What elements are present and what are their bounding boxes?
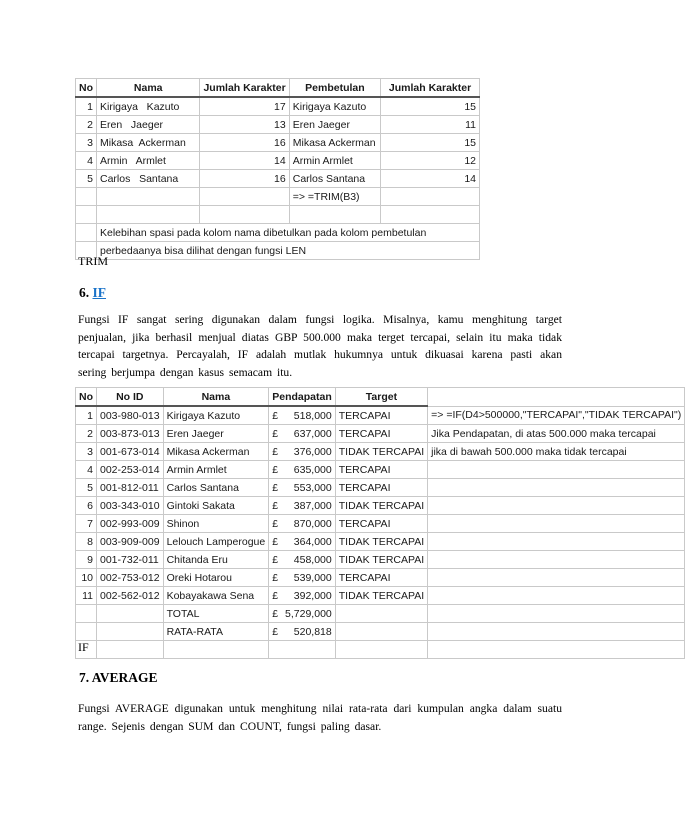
trim-cell-no: 5 (76, 170, 97, 188)
if-average-row (76, 623, 685, 641)
currency-symbol: £ (272, 445, 279, 458)
caption-if: IF (78, 640, 89, 654)
trim-formula: => =TRIM(B3) (289, 188, 380, 206)
trim-header-jumlah2: Jumlah Karakter (381, 79, 480, 98)
if-side-note-cell (428, 443, 685, 461)
total-amount: 5,729,000 (285, 607, 332, 620)
if-header-noid: No ID (97, 388, 164, 407)
currency-symbol: £ (272, 427, 279, 440)
currency-symbol: £ (272, 517, 279, 530)
if-cell-noid: 002-993-009 (97, 515, 164, 533)
pendapatan-amount: 392,000 (293, 589, 332, 602)
pendapatan-amount: 518,000 (293, 409, 332, 422)
if-header-no: No (76, 388, 97, 407)
if-cell-target: TIDAK TERCAPAI (335, 587, 427, 605)
trim-empty-row (76, 206, 480, 224)
currency-symbol: £ (272, 589, 279, 602)
pendapatan-amount: 364,000 (293, 535, 332, 548)
if-side-note-cell (428, 533, 685, 551)
currency-symbol: £ (272, 553, 279, 566)
currency-symbol: £ (272, 625, 279, 638)
if-cell-pendapatan (269, 479, 336, 497)
if-side-note: => =IF(D4>500000,"TERCAPAI","TIDAK TERCAPAI") (431, 409, 682, 422)
trim-table-row (76, 152, 480, 170)
trim-table-row (76, 97, 480, 116)
currency-symbol: £ (272, 409, 279, 422)
section-7-number: 7. (79, 670, 90, 685)
trim-table-row (76, 134, 480, 152)
if-side-note-cell (428, 479, 685, 497)
if-table-row (76, 533, 685, 551)
if-cell-nama: Lelouch Lamperogue (163, 533, 269, 551)
trim-cell-jumlah: 17 (200, 97, 289, 116)
if-cell-nama: Armin Armlet (163, 461, 269, 479)
pendapatan-amount: 458,000 (293, 553, 332, 566)
trim-cell-jumlah: 13 (200, 116, 289, 134)
if-cell-noid: 001-732-011 (97, 551, 164, 569)
if-cell-target: TERCAPAI (335, 406, 427, 425)
currency-symbol: £ (272, 463, 279, 476)
trim-note-row-1 (76, 224, 480, 242)
currency-symbol: £ (272, 499, 279, 512)
if-table-row (76, 443, 685, 461)
if-side-note-cell (428, 515, 685, 533)
if-table-body (76, 406, 685, 605)
if-side-note-cell (428, 587, 685, 605)
if-header-target: Target (335, 388, 427, 407)
if-cell-no: 6 (76, 497, 97, 515)
if-cell-nama: Chitanda Eru (163, 551, 269, 569)
trim-cell-nama: Mikasa Ackerman (97, 134, 200, 152)
trim-cell-no: 3 (76, 134, 97, 152)
pendapatan-amount: 637,000 (293, 427, 332, 440)
if-total-value (269, 605, 336, 623)
trim-cell-pembetulan: Kirigaya Kazuto (289, 97, 380, 116)
pendapatan-amount: 870,000 (293, 517, 332, 530)
section-7-paragraph: Fungsi AVERAGE digunakan untuk menghitung nilai rata-rata dari kumpulan angka dalam suatu range. Sejenis dengan SUM dan COUNT, fungsi paling dasar. (78, 702, 562, 733)
if-side-note-cell (428, 497, 685, 515)
trim-cell-jumlah-baru: 12 (381, 152, 480, 170)
if-cell-pendapatan (269, 425, 336, 443)
if-cell-no: 10 (76, 569, 97, 587)
if-cell-noid: 003-909-009 (97, 533, 164, 551)
currency-symbol: £ (272, 571, 279, 584)
if-cell-noid: 002-253-014 (97, 461, 164, 479)
if-header-nama: Nama (163, 388, 269, 407)
if-table-row (76, 587, 685, 605)
if-cell-noid: 003-873-013 (97, 425, 164, 443)
trim-cell-pembetulan: Eren Jaeger (289, 116, 380, 134)
if-spreadsheet-image (75, 387, 682, 638)
if-cell-noid: 001-673-014 (97, 443, 164, 461)
if-side-note-cell (428, 569, 685, 587)
if-cell-nama: Kirigaya Kazuto (163, 406, 269, 425)
if-cell-target: TIDAK TERCAPAI (335, 497, 427, 515)
if-cell-no: 5 (76, 479, 97, 497)
if-cell-no: 4 (76, 461, 97, 479)
trim-header-no: No (76, 79, 97, 98)
if-cell-no: 2 (76, 425, 97, 443)
pendapatan-amount: 553,000 (293, 481, 332, 494)
if-cell-target: TERCAPAI (335, 515, 427, 533)
if-side-note: Jika Pendapatan, di atas 500.000 maka tercapai (431, 427, 656, 440)
section-6-number: 6. (79, 285, 90, 300)
currency-symbol: £ (272, 535, 279, 548)
if-cell-pendapatan (269, 515, 336, 533)
if-cell-nama: Eren Jaeger (163, 425, 269, 443)
if-cell-no: 9 (76, 551, 97, 569)
if-cell-pendapatan (269, 551, 336, 569)
if-header-pendapatan: Pendapatan (269, 388, 336, 407)
trim-cell-jumlah-baru: 11 (381, 116, 480, 134)
trim-cell-jumlah: 16 (200, 170, 289, 188)
trim-note-line-2: perbedaanya bisa dilihat dengan fungsi LEN (97, 242, 480, 260)
pendapatan-amount: 539,000 (293, 571, 332, 584)
if-cell-target: TIDAK TERCAPAI (335, 551, 427, 569)
if-table-row (76, 551, 685, 569)
if-cell-no: 11 (76, 587, 97, 605)
if-cell-nama: Carlos Santana (163, 479, 269, 497)
if-cell-nama: Shinon (163, 515, 269, 533)
if-total-row (76, 605, 685, 623)
trim-cell-jumlah-baru: 15 (381, 97, 480, 116)
trim-cell-pembetulan: Carlos Santana (289, 170, 380, 188)
if-table-row (76, 406, 685, 425)
if-table-row (76, 479, 685, 497)
section-7-title: AVERAGE (91, 670, 158, 685)
trim-cell-nama: Eren Jaeger (97, 116, 200, 134)
if-table-row (76, 461, 685, 479)
currency-symbol: £ (272, 607, 279, 620)
if-average-value (269, 623, 336, 641)
trim-cell-jumlah-baru: 15 (381, 134, 480, 152)
if-cell-pendapatan (269, 569, 336, 587)
if-cell-noid: 002-562-012 (97, 587, 164, 605)
trim-header-jumlah1: Jumlah Karakter (200, 79, 289, 98)
trim-cell-nama: Armin Armlet (97, 152, 200, 170)
if-header-row (76, 388, 685, 407)
if-cell-nama: Gintoki Sakata (163, 497, 269, 515)
if-cell-pendapatan (269, 533, 336, 551)
trim-cell-no: 4 (76, 152, 97, 170)
if-cell-pendapatan (269, 443, 336, 461)
if-side-note-cell (428, 461, 685, 479)
caption-trim: TRIM (78, 254, 108, 268)
if-cell-target: TERCAPAI (335, 569, 427, 587)
trim-cell-no: 2 (76, 116, 97, 134)
if-empty-row (76, 641, 685, 659)
trim-cell-jumlah: 14 (200, 152, 289, 170)
if-table-row (76, 569, 685, 587)
trim-cell-nama: Kirigaya Kazuto (97, 97, 200, 116)
if-total-label: TOTAL (163, 605, 269, 623)
if-cell-target: TERCAPAI (335, 461, 427, 479)
if-cell-nama: Kobayakawa Sena (163, 587, 269, 605)
if-side-note-cell (428, 406, 685, 425)
if-cell-no: 8 (76, 533, 97, 551)
if-cell-target: TIDAK TERCAPAI (335, 443, 427, 461)
if-cell-pendapatan (269, 587, 336, 605)
if-cell-nama: Oreki Hotarou (163, 569, 269, 587)
if-cell-noid: 001-812-011 (97, 479, 164, 497)
if-side-note-cell (428, 425, 685, 443)
trim-header-pembetulan: Pembetulan (289, 79, 380, 98)
trim-cell-nama: Carlos Santana (97, 170, 200, 188)
trim-cell-no: 1 (76, 97, 97, 116)
if-cell-target: TERCAPAI (335, 425, 427, 443)
section-6-heading (79, 285, 106, 301)
section-6-paragraph: Fungsi IF sangat sering digunakan dalam fungsi logika. Misalnya, kamu menghitung target penjualan, jika berhasil menjual diatas GBP 500.000 maka terget tercapai, selain itu maka tidak tercapai targetnya. Percayalah, IF adalah mutlak hukumnya untuk dikuasai karena pasti akan sering berjumpa dengan kasus semacam itu. (78, 313, 562, 379)
if-cell-noid: 003-980-013 (97, 406, 164, 425)
trim-cell-pembetulan: Mikasa Ackerman (289, 134, 380, 152)
if-cell-pendapatan (269, 406, 336, 425)
trim-cell-jumlah-baru: 14 (381, 170, 480, 188)
trim-table-row (76, 170, 480, 188)
section-7-heading (79, 670, 158, 686)
trim-cell-jumlah: 16 (200, 134, 289, 152)
trim-header-nama: Nama (97, 79, 200, 98)
trim-spreadsheet-image (75, 78, 480, 257)
trim-formula-row (76, 188, 480, 206)
section-6-title-link[interactable]: IF (92, 285, 106, 300)
if-table (75, 387, 685, 659)
trim-table-body (76, 97, 480, 188)
average-amount: 520,818 (293, 625, 332, 638)
if-cell-nama: Mikasa Ackerman (163, 443, 269, 461)
if-table-row (76, 425, 685, 443)
if-table-row (76, 497, 685, 515)
pendapatan-amount: 635,000 (293, 463, 332, 476)
if-cell-no: 7 (76, 515, 97, 533)
trim-cell-pembetulan: Armin Armlet (289, 152, 380, 170)
if-side-note: jika di bawah 500.000 maka tidak tercapai (431, 445, 627, 458)
pendapatan-amount: 387,000 (293, 499, 332, 512)
if-cell-noid: 002-753-012 (97, 569, 164, 587)
trim-note-line-1: Kelebihan spasi pada kolom nama dibetulkan pada kolom pembetulan (97, 224, 480, 242)
if-side-note-cell (428, 551, 685, 569)
if-cell-target: TIDAK TERCAPAI (335, 533, 427, 551)
if-table-row (76, 515, 685, 533)
currency-symbol: £ (272, 481, 279, 494)
pendapatan-amount: 376,000 (293, 445, 332, 458)
if-cell-pendapatan (269, 461, 336, 479)
trim-table-row (76, 116, 480, 134)
if-cell-noid: 003-343-010 (97, 497, 164, 515)
if-average-label: RATA-RATA (163, 623, 269, 641)
if-cell-no: 1 (76, 406, 97, 425)
if-cell-pendapatan (269, 497, 336, 515)
trim-note-row-2 (76, 242, 480, 260)
if-cell-target: TERCAPAI (335, 479, 427, 497)
trim-table (75, 78, 480, 260)
if-cell-no: 3 (76, 443, 97, 461)
trim-header-row (76, 79, 480, 98)
